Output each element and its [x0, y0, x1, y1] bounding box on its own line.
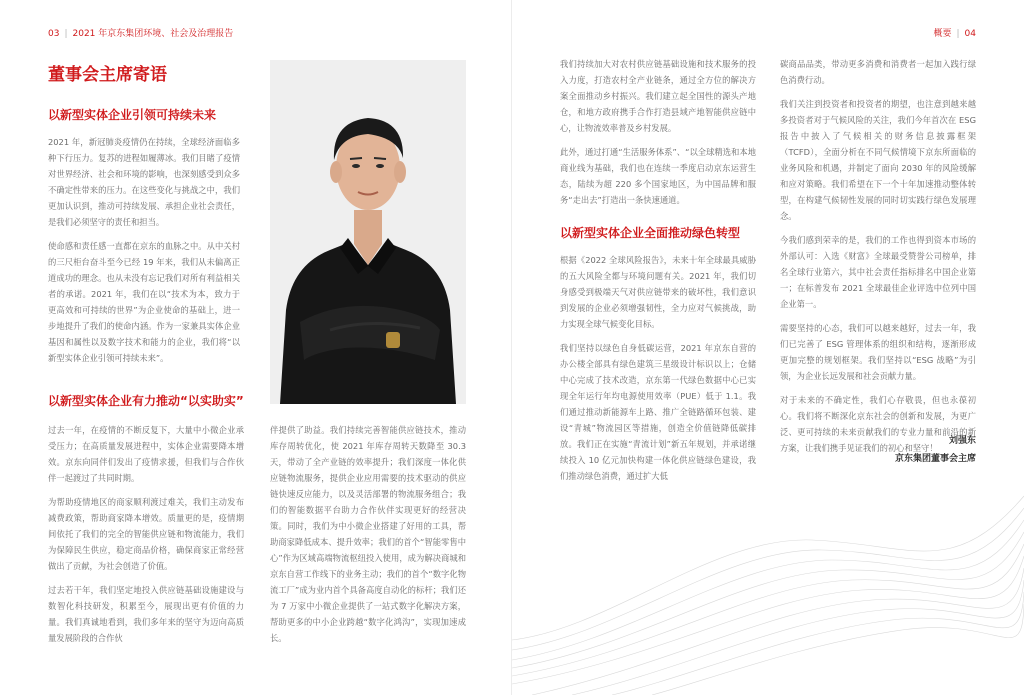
section4-paragraph: 今我们感到荣幸的是，我们的工作也得到资本市场的外部认可：入选《财富》全球最受赞誉公司榜单，排名全球行业第六，其中社会责任指标排名中国企业第一；在标普发布 2021 全球最佳企业评选中位列中国企业第一。 — [780, 235, 976, 309]
section2-paragraph: 为帮助疫情地区的商家顺利渡过难关，我们主动发布减费政策，帮助商家降本增效。质量更的是，疫情期间依托了我们的完全的智能供应链和物流能力，我们为保障民生供应，稳定商品价格，确保商家正常经营做出了贡献，为社会创造了价值。 — [48, 497, 244, 571]
section1-text — [48, 134, 240, 374]
section1-paragraph: 使命感和责任感一直都在京东的血脉之中。从中关村的三尺柜台奋斗至今已经 19 年来，我们从未偏离正道成功的理念。也从未没有忘记我们对所有利益相关者的承诺。2021 年，我们在以“技术为本，致力于更高效和可持续的世界”为企业使命的基础上，进一步地提升了我们的使命内涵。作为一家兼具实体企业基因和属性以及数字技术和能力的企业，我们将“以新型实体企业引领可持续未来”。 — [48, 241, 240, 363]
page-title: 董事会主席寄语 — [48, 65, 167, 85]
section4-paragraph: 对于未来的不确定性，我们心存敬畏，但也永葆初心。我们将不断深化京东社会的创新和发展，为更广泛、更可持续的未来贡献我们的专业力量和前沿的新方案，让我们携手见证我们的初心和坚守！ — [780, 395, 976, 453]
section2-heading: 以新型实体企业有力推动“以实助实” — [48, 394, 244, 408]
left-report-title: 2021 年京东集团环境、社会及治理报告 — [72, 29, 234, 39]
section4-paragraph: 碳商品品类，带动更多消费和消费者一起加入践行绿色消费行动。 — [780, 59, 976, 85]
section1-paragraph: 2021 年，新冠肺炎疫情仍在持续，全球经济面临多种下行压力。复苏的进程如履薄冰。我们目睹了疫情对世界经济、社会和环境的影响，也深刻感受到众多不确定性带来的压力。在这些变化与挑战之中，我们更加认识到，推动可持续发展、承担企业社会责任，是我们必须坚守的责任和担当。 — [48, 137, 240, 227]
right-header: 概要 | 04 — [933, 29, 976, 39]
portrait-photo-icon — [270, 60, 466, 404]
left-header: 03 | 2021 年京东集团环境、社会及治理报告 — [48, 29, 234, 39]
section3-text — [560, 252, 756, 492]
section4-paragraph: 需要坚持的心态，我们可以越来越好，过去一年，我们已完善了 ESG 管理体系的组织和结构，逐渐形成更加完整的规划框架。我们坚持以“ESG 战略”为引领，为企业长远发展和社会贡献力量。 — [780, 323, 976, 381]
left-page-number: 03 — [48, 29, 60, 39]
section3-heading: 以新型实体企业全面推动绿色转型 — [560, 226, 741, 240]
right-page — [512, 0, 1024, 695]
right-section-title: 概要 — [933, 29, 952, 39]
signature-title: 京东集团董事会主席 — [894, 454, 976, 464]
section3-paragraph: 我们坚持以绿色自身低碳运营，2021 年京东自营的办公楼全部具有绿色建筑三星级设计标识以上；仓储中心完成了技术改造，京东第一代绿色数据中心已实现全年运行年均电源使用效率（PUE）低于 1.1。我们通过推动新能源车上路、推广全链路循环包装、建设“青城”物流园区等措施，创造全价值链降低碳排放。我们正在实施“青流计划”新五年规划，并承诺继续投入 10 亿元加快构建一体化供应链绿色建设，我们推动绿色消费，通过扩大低 — [560, 343, 756, 481]
section2-col3 — [560, 56, 756, 216]
section2-col1 — [48, 422, 244, 654]
section2-col2 — [270, 422, 466, 654]
section2-paragraph: 此外，通过打通“生活服务体系”、“以全球精选和本地商业线为基础，我们也在连续一季度启动京东运营生态，陆续为超 220 多个国家地区，为中国品牌和服务“走出去”打造出一条快速通道。 — [560, 147, 756, 205]
signature-block — [895, 432, 976, 468]
section2-paragraph: 我们持续加大对农村供应链基础设施和技术服务的投入力度，打造农村全产业链条，通过全方位的解决方案全面推动乡村振兴。我们建立起全国性的源头产地仓，和地方政府携手合作打造县域产地智能供应链中心，让物流效率普及乡村发展。 — [560, 59, 756, 133]
right-page-number: 04 — [964, 29, 976, 39]
section3-paragraph: 根据《2022 全球风险报告》，未来十年全球最具威胁的五大风险全都与环境问题有关。2021 年，我们切身感受到极端天气对供应链带来的破坏性，我们意识到发展的企业必须增强韧性，全力应对气候挑战，助力实现全球气候变化目标。 — [560, 255, 756, 329]
section4-text — [780, 56, 976, 464]
section4-paragraph: 我们关注到投资者和投资者的期望，也注意到越来越多投资者对于气候风险的关注，我们今年首次在 ESG 报告中披入了气候相关的财务信息披露框架（TCFD），全面分析在不同气候情境下京东所面临的业务风险和机遇，并制定了面向 2030 年的风险缓解和应对策略。我们希望在下一个十年加速推动整体转型，在构建气候韧性发展的同时切实践行绿色发展理念。 — [780, 99, 976, 221]
signature-name: 刘强东 — [948, 436, 976, 446]
section2-paragraph: 伴提供了助益。我们持续完善智能供应链技术，推动库存周转优化，使 2021 年库存周转天数降至 30.3 天，带动了全产业链的效率提升；我们深度一体化供应链物流服务，提供企业应用需要的技术驱动的供应链快速反应能力，以及灵活部署的物流服务组合；我们的智能数据平台助力合作伙伴实现更好的经营决策。同时，我们为中小微企业搭建了好用的工具，帮助商家降低成本、提升效率；我们的首个“智能零售中心”作为区域高端物流枢纽投入使用，成为解决商城和京东自营工作线下的业务主动；我们的首个“数字化物流工厂”成为业内首个具备高度自动化的标杆；我们还为 7 万家中小微企业提供了一站式数字化解决方案，帮助更多的中小企业跨越“数字化鸿沟”，实现加速成长。 — [270, 425, 466, 643]
section2-paragraph: 过去一年，在疫情的不断反复下，大量中小微企业承受压力；在高质量发展进程中，实体企业需要降本增效。京东向同伴们发出了疫情求援，但我们与合作伙伴一起渡过了共同时期。 — [48, 425, 244, 483]
section1-heading: 以新型实体企业引领可持续未来 — [48, 108, 217, 122]
portrait-photo — [270, 60, 466, 404]
section2-paragraph: 过去若干年，我们坚定地投入供应链基础设施建设与数智化科技研发，积累至今，展现出更有价值的力量。我们真诚地看到，我们多年来的坚守为迈向高质量发展阶段的合作伙 — [48, 585, 244, 643]
